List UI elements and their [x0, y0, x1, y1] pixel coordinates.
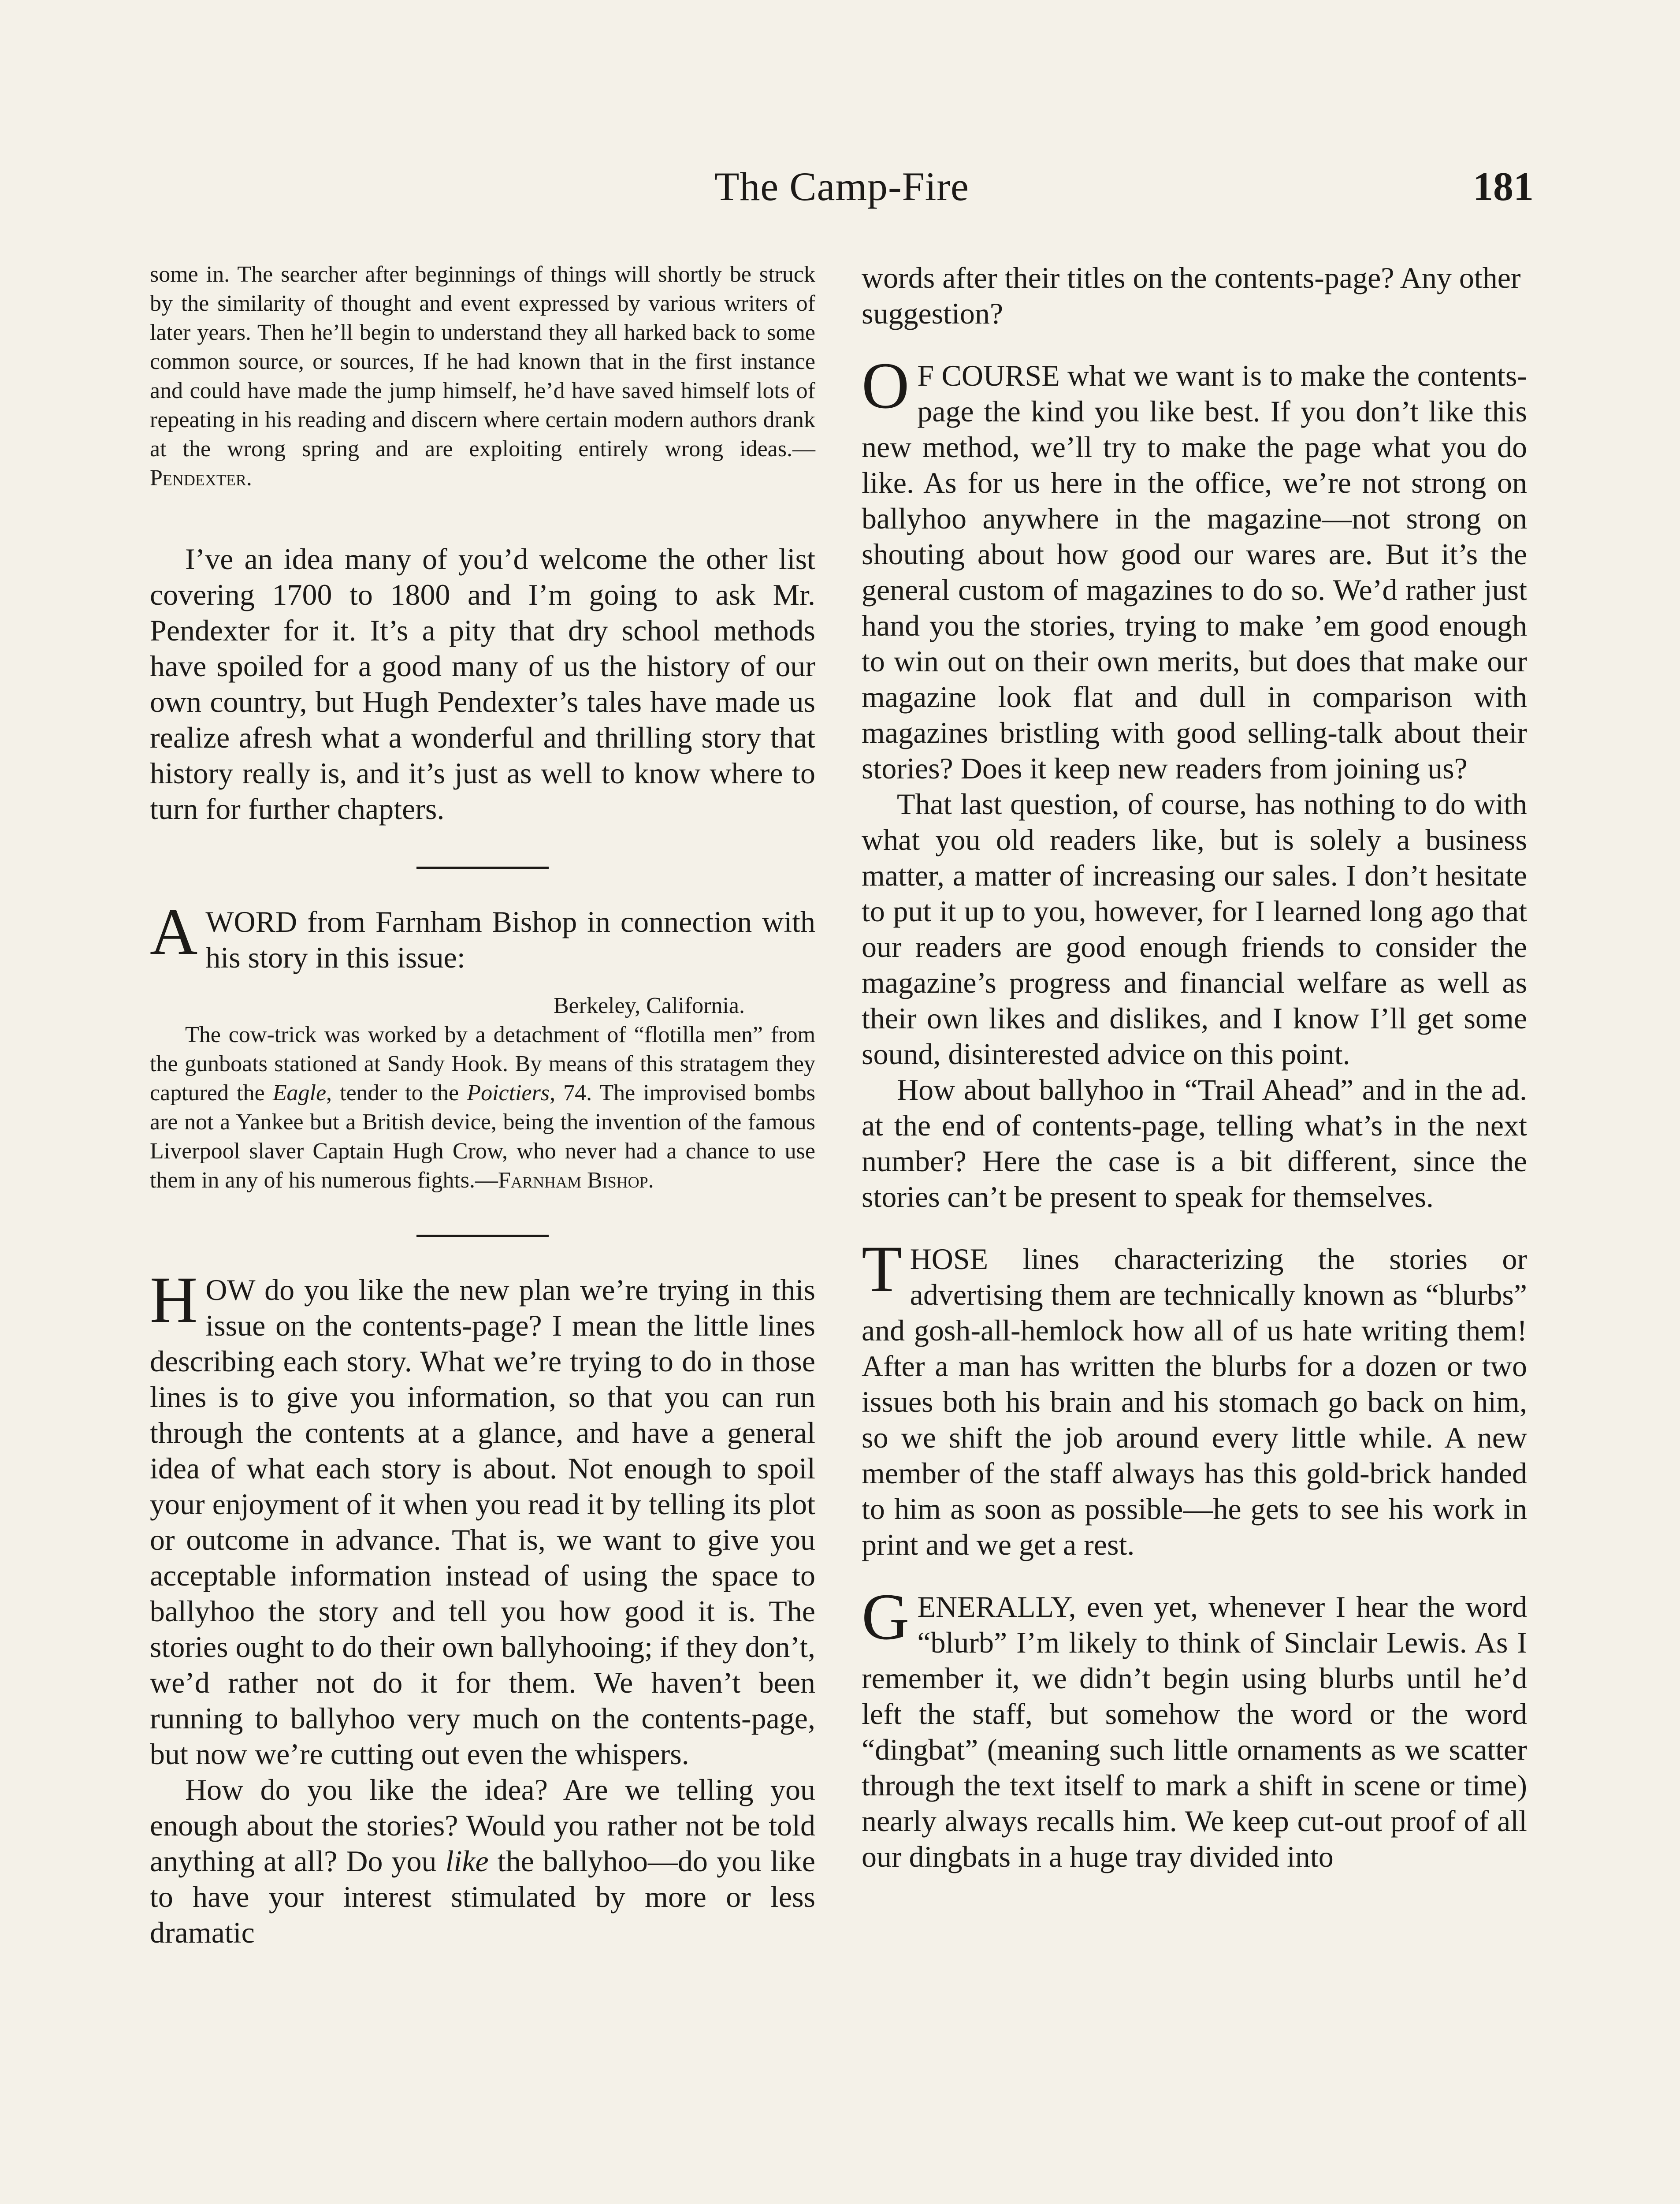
letter-text: , 74. The improvised bombs are not a Yankee but a British device, being the invention of the famous Liverpool slaver Captain Hugh Crow, who never had a chance to use them in any of his numerous fights.— [150, 1080, 816, 1193]
letter-place: Berkeley, California. [553, 993, 745, 1018]
section-divider [416, 867, 549, 869]
drop-cap-g: G [862, 1580, 910, 1653]
spacer [150, 493, 815, 541]
running-head [150, 163, 1534, 220]
right-column [862, 260, 1527, 1875]
continued-paragraph: words after their titles on the contents-page? Any other suggestion? [862, 261, 1521, 330]
pendexter-quote [150, 260, 815, 493]
spacer [862, 331, 1527, 358]
paragraph-1700-list: I’ve an idea many of you’d welcome the other list covering 1700 to 1800 and I’m going to ask Mr. Pendexter for it. It’s a pity that dry school methods have spoiled for a good many of us the history of our own country, but Hugh Pendexter’s tales have made us realize afresh what a wonderful and thrilling story that history really is, and it’s just as well to know where to turn for further chapters. [150, 542, 815, 826]
letter-text: The cow-trick was worked by a detachment of “flotilla men” from the gunboats stationed at Sandy Hook. By means of this stratagem they captured the [150, 1022, 815, 1106]
spacer [862, 1215, 1527, 1241]
contents-plan-paragraph [150, 1263, 815, 1772]
last-question-paragraph: That last question, of course, has nothing to do with what you old readers like, but is solely a business matter, a matter of increasing our sales. I don’t hesitate to put it up to you, however, for I learned long ago that our readers are good enough friends to consider the magazine’s progress and financial welfare as well as their own likes and dislikes, and I know I’ll get some sound, disinterested advice on this point. [862, 787, 1527, 1071]
letter-text: , tender to the [326, 1080, 467, 1106]
ship-name-eagle: Eagle [272, 1080, 327, 1106]
drop-cap-h: H [150, 1263, 198, 1337]
page-number: 181 [1473, 164, 1534, 209]
ship-name-poictiers: Poictiers [467, 1080, 550, 1106]
left-column [150, 260, 815, 1951]
emphasis-like: like [445, 1844, 489, 1878]
blurbs-text: HOSE lines characterizing the stories or advertising them are technically known as “blurbs” and gosh-all-hemlock how all of us hate writing them! After a man has written the blurbs for a dozen or two issues both his brain and his stomach go back on him, so we shift the job around every little while. A new member of the staff always has this gold-brick handed to him as soon as possible—he gets to see his work in print and we get a rest. [862, 1242, 1527, 1561]
of-course-paragraph [862, 349, 1527, 786]
idea-text: the ballyhoo—do you like to have your interest stimulated by more or less dramatic [150, 1844, 815, 1949]
contents-plan-text: OW do you like the new plan we’re trying in this issue on the contents-page? I mean the little lines describing each story. What we’re trying to do in those lines is to give you information, so that you can run through the contents at a glance, and have a general idea of what each story is about. Not enough to spoil your enjoyment of it when you read it by telling its plot or outcome in advance. That is, we want to give you acceptable information instead of using the space to ballyhoo the story and tell you how good it is. The stories ought to do their own ballyhooing; if they don’t, we’d rather not do it for them. We haven’t been running to ballyhoo very much on the contents-page, but now we’re cutting out even the whispers. [150, 1273, 815, 1771]
drop-cap-o: O [862, 349, 910, 422]
idea-text: How do you like the idea? Are we telling you enough about the stories? Would you rather not be told anything at all? Do you [150, 1773, 815, 1878]
drop-cap-t: T [862, 1232, 902, 1306]
trail-ahead-paragraph: How about ballyhoo in “Trail Ahead” and in the ad. at the end of contents-page, telling what’s in the next number? Here the case is a bit different, since the stories can’t be present to speak for themselves. [862, 1073, 1527, 1214]
pendexter-quote-text: some in. The searcher after beginnings of things will shortly be struck by the similarity of thought and event expressed by various writers of later years. Then he’ll begin to understand they all harked back to some common source, or sources, If he had known that in the first instance and could have made the jump himself, he’d have saved himself lots of repeating in his reading and discern where certain modern authors drank at the wrong spring and are exploiting entirely wrong ideas.— [150, 262, 815, 462]
bishop-intro [150, 895, 815, 975]
section-divider [416, 1235, 549, 1237]
pendexter-signature: Pendexter. [150, 465, 252, 491]
sinclair-lewis-text: ENERALLY, even yet, whenever I hear the word “blurb” I’m likely to think of Sinclair Lewis. As I remember it, we didn’t begin using blurbs until he’d left the staff, but somehow the word or the word “dingbat” (meaning such little ornaments as we scatter through the text itself to mark a shift in scene or time) nearly always recalls him. We keep cut-out proof of all our dingbats in a huge tray divided into [862, 1590, 1527, 1873]
bishop-intro-text: WORD from Farnham Bishop in connection with his story in this issue: [205, 905, 815, 974]
idea-question-paragraph [150, 1772, 815, 1951]
bishop-letter [150, 1020, 815, 1195]
spacer [862, 1563, 1527, 1589]
bishop-signature: Farnham Bishop. [498, 1168, 654, 1193]
drop-cap-a: A [150, 895, 198, 968]
sinclair-lewis-paragraph [862, 1580, 1527, 1875]
blurbs-paragraph [862, 1232, 1527, 1563]
of-course-text: F COURSE what we want is to make the contents-page the kind you like best. If you don’t like this new method, we’ll try to make the page what you do like. As for us here in the office, we’re not strong on ballyhoo anywhere in the magazine—not strong on shouting about how good our wares are. But it’s the general custom of magazines to do so. We’d rather just hand you the stories, trying to make ’em good enough to win out on their own merits, but does that make our magazine look flat and dull in comparison with magazines bristling with good selling-talk about their stories? Does it keep new readers from joining us? [862, 359, 1527, 785]
running-title: The Camp-Fire [714, 164, 969, 209]
